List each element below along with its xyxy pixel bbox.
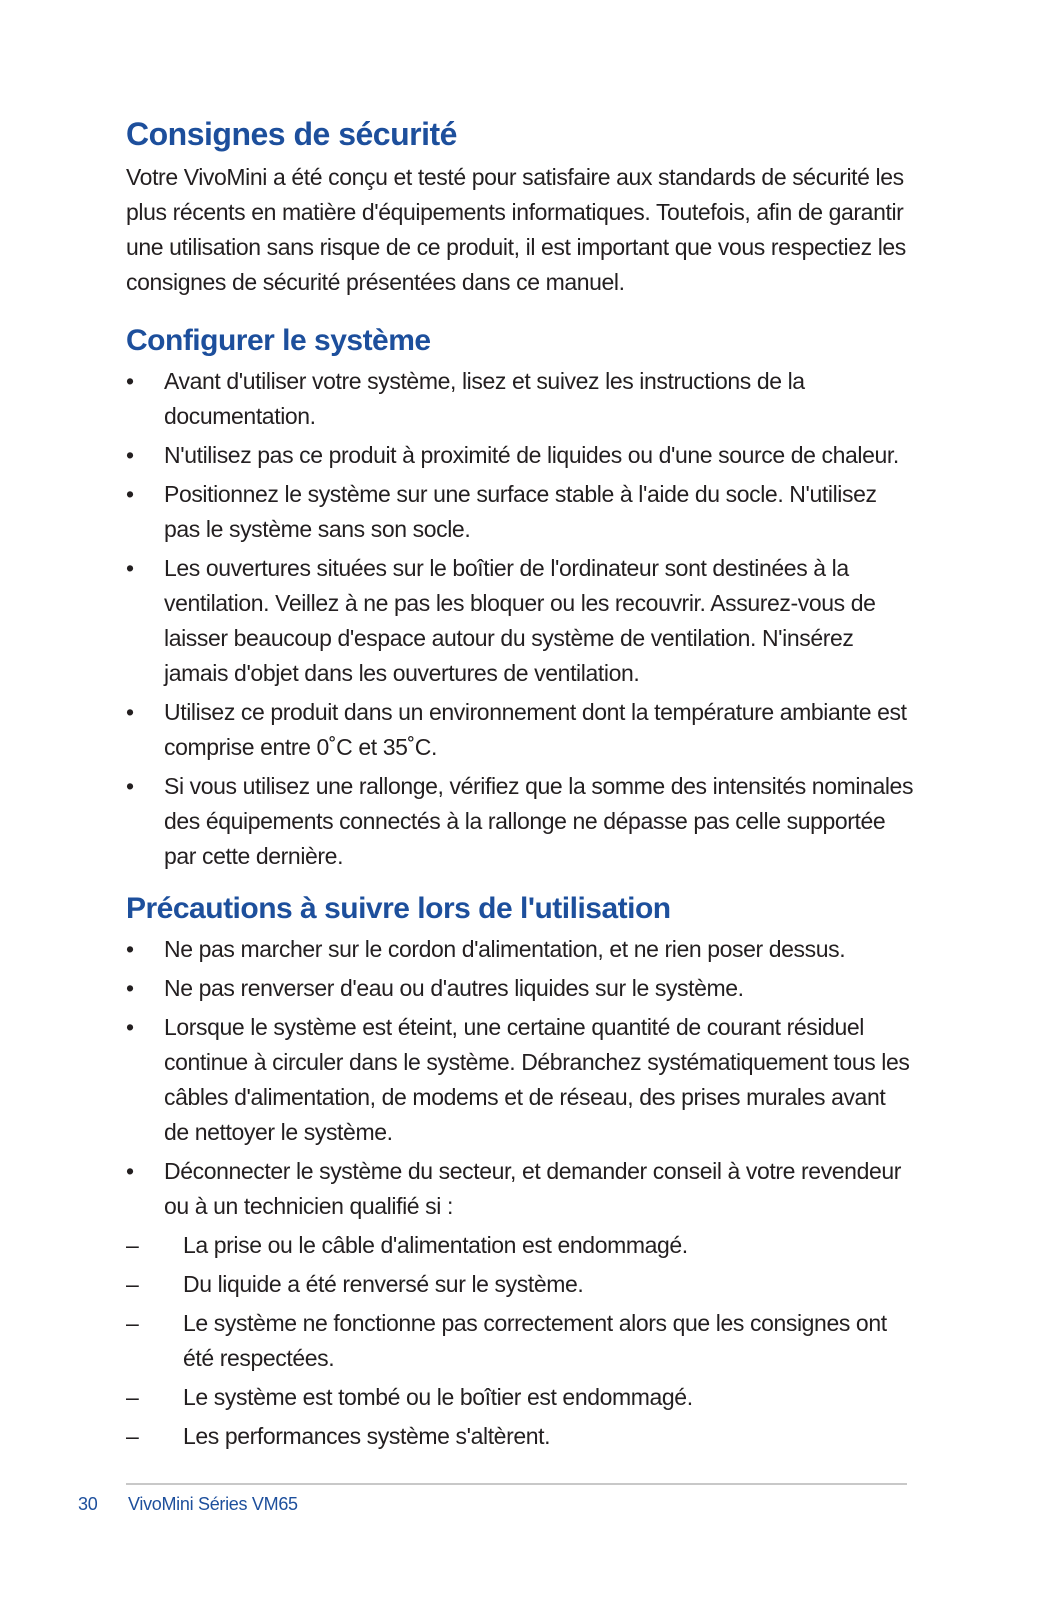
list-item (126, 1010, 916, 1150)
bullet-marker: • (126, 1158, 134, 1184)
list-item-text: Lorsque le système est éteint, une certaine quantité de courant résiduel continue à circuler dans le système. Débranchez systématiquement tous les câbles d'alimentation, de modems et de réseau, des prises murales avant de nettoyer le système. (164, 1014, 910, 1145)
list-item-text: Les ouvertures situées sur le boîtier de l'ordinateur sont destinées à la ventilation. Veillez à ne pas les bloquer ou les recouvrir. Assurez-vous de laisser beaucoup d'espace autour du système de ventilation. N'insérez jamais d'objet dans les ouvertures de ventilation. (164, 555, 876, 686)
bullet-marker: • (126, 975, 134, 1001)
list-item (126, 1154, 916, 1454)
list-item (126, 695, 916, 765)
sublist-item (126, 1380, 916, 1415)
sublist-item-text: Du liquide a été renversé sur le système. (183, 1271, 584, 1297)
list-item (126, 932, 916, 967)
sublist-item (126, 1306, 916, 1376)
sublist-item (126, 1267, 916, 1302)
dash-marker: – (126, 1384, 139, 1410)
page-content (126, 108, 916, 1458)
bullet-marker: • (126, 442, 134, 468)
list-item (126, 364, 916, 434)
list-item-text: N'utilisez pas ce produit à proximité de liquides ou d'une source de chaleur. (164, 442, 899, 468)
list-item-text: Ne pas marcher sur le cordon d'alimentation, et ne rien poser dessus. (164, 936, 846, 962)
list-item (126, 769, 916, 874)
list-item-text: Utilisez ce produit dans un environnement dont la température ambiante est comprise entre 0˚C et 35˚C. (164, 699, 907, 760)
list-item-text: Déconnecter le système du secteur, et demander conseil à votre revendeur ou à un technicien qualifié si : (164, 1158, 902, 1219)
page-footer (78, 1492, 298, 1516)
precautions-sublist (126, 1228, 916, 1454)
safety-intro-paragraph: Votre VivoMini a été conçu et testé pour satisfaire aux standards de sécurité les plus récents en matière d'équipements informatiques. Toutefois, afin de garantir une utilisation sans risque de ce produit, il est important que vous respectiez les consignes de sécurité présentées dans ce manuel. (126, 164, 906, 295)
list-item (126, 477, 916, 547)
bullet-marker: • (126, 699, 134, 725)
page-number: 30 (78, 1494, 98, 1514)
list-item (126, 551, 916, 691)
sublist-item-text: Le système ne fonctionne pas correctement alors que les consignes ont été respectées. (183, 1310, 887, 1371)
section-title-config: Configurer le système (126, 324, 431, 357)
bullet-marker: • (126, 555, 134, 581)
list-item-text: Si vous utilisez une rallonge, vérifiez que la somme des intensités nominales des équipements connectés à la rallonge ne dépasse pas celle supportée par cette dernière. (164, 773, 914, 869)
bullet-marker: • (126, 481, 134, 507)
sublist-item-text: Le système est tombé ou le boîtier est endommagé. (183, 1384, 693, 1410)
list-item-text: Positionnez le système sur une surface stable à l'aide du socle. N'utilisez pas le système sans son socle. (164, 481, 877, 542)
list-item-text: Ne pas renverser d'eau ou d'autres liquides sur le système. (164, 975, 744, 1001)
bullet-marker: • (126, 1014, 134, 1040)
bullet-marker: • (126, 368, 134, 394)
list-item (126, 438, 916, 473)
bullet-marker: • (126, 773, 134, 799)
dash-marker: – (126, 1271, 139, 1297)
list-item-text: Avant d'utiliser votre système, lisez et suivez les instructions de la documentation. (164, 368, 805, 429)
config-list (126, 364, 916, 874)
footer-divider (126, 1483, 907, 1485)
precautions-list (126, 932, 916, 1454)
footer-product-name: VivoMini Séries VM65 (128, 1494, 298, 1514)
list-item (126, 971, 916, 1006)
sublist-item (126, 1228, 916, 1263)
section-title-safety: Consignes de sécurité (126, 116, 457, 152)
dash-marker: – (126, 1232, 139, 1258)
bullet-marker: • (126, 936, 134, 962)
dash-marker: – (126, 1423, 139, 1449)
section-title-precautions: Précautions à suivre lors de l'utilisation (126, 892, 671, 925)
dash-marker: – (126, 1310, 139, 1336)
sublist-item-text: Les performances système s'altèrent. (183, 1423, 551, 1449)
sublist-item (126, 1419, 916, 1454)
sublist-item-text: La prise ou le câble d'alimentation est endommagé. (183, 1232, 688, 1258)
